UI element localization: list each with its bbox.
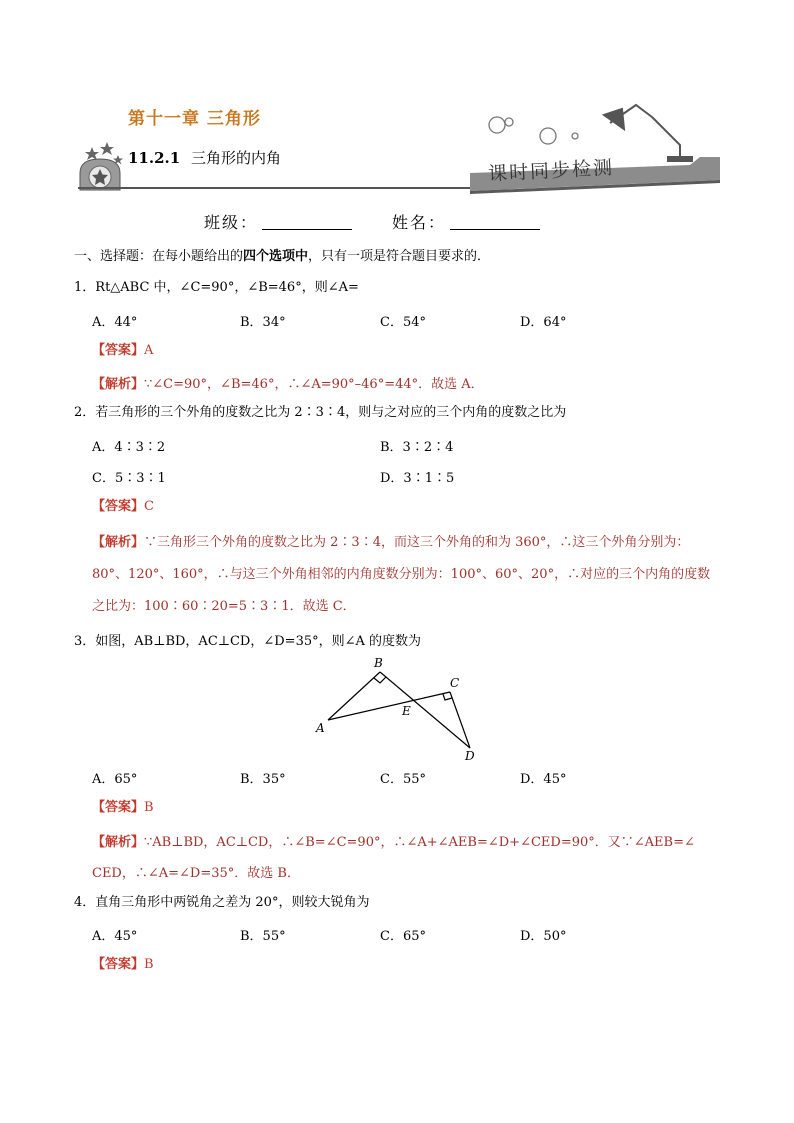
name-blank[interactable] [450, 215, 540, 230]
section-instructions: 一、选择题：在每小题给出的四个选项中，只有一项是符合题目要求的． [74, 249, 491, 264]
option-3b[interactable]: B．35° [240, 772, 286, 787]
question-3-stem: 3．如图，AB⊥BD，AC⊥CD，∠D=35°，则∠A 的度数为 [74, 634, 422, 649]
class-field[interactable] [204, 210, 352, 233]
option-1c[interactable]: C．54° [380, 315, 426, 330]
desk-lamp-icon [604, 105, 692, 161]
label-a: A [316, 721, 325, 735]
option-3d[interactable]: D．45° [520, 772, 567, 787]
option-4a[interactable]: A．45° [92, 929, 138, 944]
instructions-emphasis: 四个选项中 [243, 249, 309, 264]
analysis-2-line-1: 【解析】∵三角形三个外角的度数之比为 2∶3∶4，而这三个外角的和为 360°，∴这三个外角分别为： [92, 535, 690, 550]
option-4b[interactable]: B．55° [240, 929, 286, 944]
analysis-2-line-3: 之比为：100∶60∶20=5∶3∶1．故选 C． [92, 599, 356, 614]
answer-2: 【答案】C [92, 499, 154, 514]
option-2b[interactable]: B．3∶2∶4 [380, 440, 454, 455]
header-banner [0, 95, 794, 195]
option-3a[interactable]: A．65° [92, 772, 138, 787]
answer-3: 【答案】B [92, 800, 154, 815]
option-3c[interactable]: C．55° [380, 772, 426, 787]
option-1d[interactable]: D．64° [520, 315, 567, 330]
option-1b[interactable]: B．34° [240, 315, 286, 330]
chapter-title: 第十一章 三角形 [128, 109, 261, 129]
triangle-figure [310, 652, 490, 764]
class-label: 班级： [204, 213, 259, 232]
answer-4: 【答案】B [92, 957, 154, 972]
question-4-stem: 4．直角三角形中两锐角之差为 20°，则较大锐角为 [74, 895, 370, 910]
analysis-1: 【解析】∵∠C=90°，∠B=46°，∴∠A=90°–46°=44°．故选 A． [92, 377, 484, 392]
answer-1: 【答案】A [92, 343, 154, 358]
option-1a[interactable]: A．44° [92, 315, 138, 330]
label-c: C [450, 676, 460, 690]
analysis-3-line-2: CED，∴∠A=∠D=35°．故选 B． [92, 866, 300, 881]
name-field[interactable] [392, 210, 540, 233]
label-b: B [374, 656, 383, 670]
segment-ab [328, 672, 380, 720]
label-d: D [465, 749, 475, 763]
section-heading [128, 147, 281, 168]
class-blank[interactable] [262, 215, 352, 230]
right-angle-mark-b [374, 677, 386, 683]
option-2d[interactable]: D．3∶1∶5 [380, 471, 455, 486]
star-emblem-icon [80, 159, 120, 190]
name-label: 姓名： [392, 213, 447, 232]
question-1-stem: 1．Rt△ABC 中，∠C=90°，∠B=46°，则∠A= [74, 280, 359, 295]
label-e: E [402, 704, 411, 718]
section-title: 三角形的内角 [190, 149, 281, 167]
analysis-3-line-1: 【解析】∵AB⊥BD，AC⊥CD，∴∠B=∠C=90°，∴∠A+∠AEB=∠D+∠CED=90°．又∵∠AEB=∠ [92, 835, 695, 850]
option-2c[interactable]: C．5∶3∶1 [92, 471, 166, 486]
option-4c[interactable]: C．65° [380, 929, 426, 944]
bubble-icon [489, 117, 578, 144]
option-4d[interactable]: D．50° [520, 929, 567, 944]
analysis-2-line-2: 80°、120°、160°，∴与这三个外角相邻的内角度数分别为：100°、60°、20°，∴对应的三个内角的度数 [92, 567, 711, 582]
sync-check-badge: 课时同步检测 [487, 156, 615, 186]
option-2a[interactable]: A．4∶3∶2 [92, 440, 166, 455]
section-number: 11.2.1 [128, 149, 181, 167]
question-2-stem: 2．若三角形的三个外角的度数之比为 2∶3∶4，则与之对应的三个内角的度数之比为 [74, 405, 567, 420]
